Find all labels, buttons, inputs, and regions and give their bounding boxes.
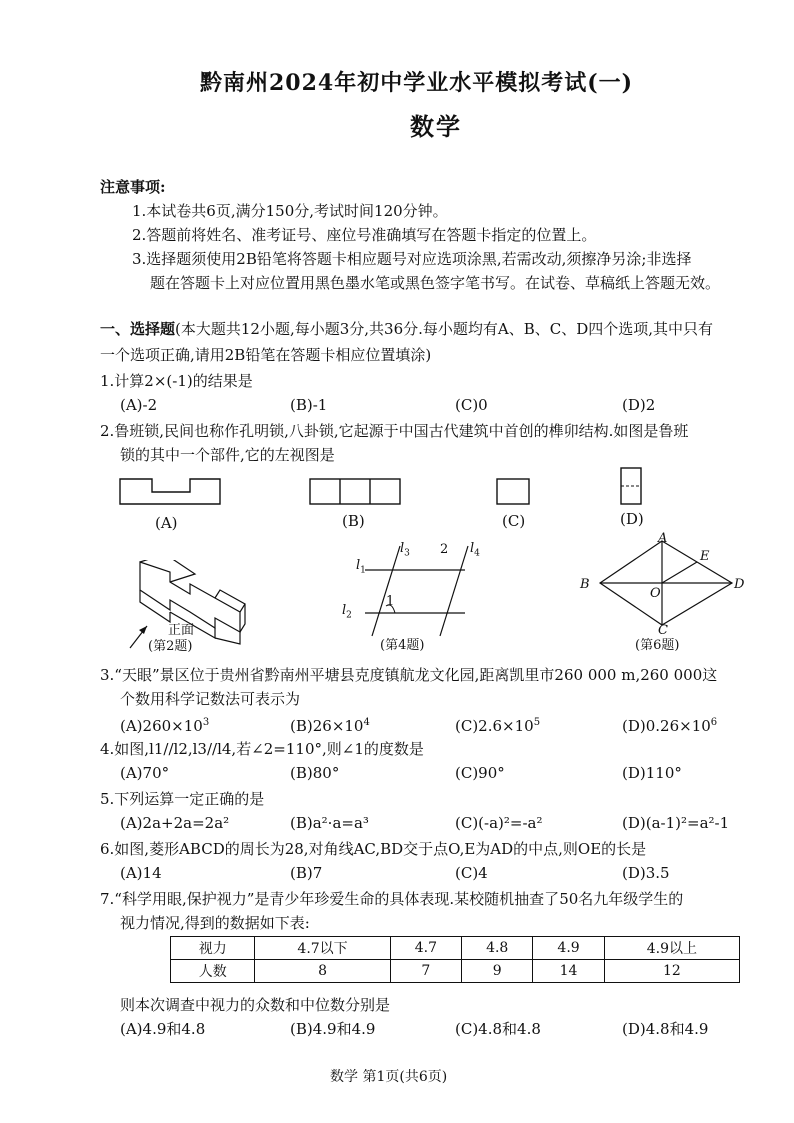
table-row: [171, 960, 740, 983]
q4-figure-caption: (第4题): [380, 638, 425, 653]
q4-label-l4: $l_4$: [470, 541, 480, 559]
q2-option-b-label: (B): [342, 512, 365, 530]
q5-option-a: (A)2a+2a=2a²: [120, 814, 230, 832]
table-cell: 4.7以下: [255, 937, 390, 960]
q4-angle-1-label: 1: [386, 594, 395, 609]
q6-option-b: (B)7: [290, 864, 323, 882]
q2-front-label: 正面: [168, 623, 195, 638]
q6-point-b: B: [580, 577, 590, 592]
q4-angle-2-label: 2: [440, 542, 449, 557]
q2-option-d-label: (D): [620, 510, 644, 528]
q7-stem-line2: 视力情况,得到的数据如下表:: [120, 914, 310, 932]
q4-option-a: (A)70°: [120, 764, 170, 782]
table-cell: 8: [255, 960, 390, 983]
q6-point-d: D: [734, 577, 745, 592]
q6-point-o: O: [650, 586, 661, 601]
q2-stem-line1: 2.鲁班锁,民间也称作孔明锁,八卦锁,它起源于中国古代建筑中首创的榫卯结构.如图是鲁班: [100, 422, 689, 440]
table-cell: 人数: [171, 960, 255, 983]
q4-label-l3: $l_3$: [400, 541, 410, 559]
table-cell: 4.9以上: [604, 937, 739, 960]
q6-stem: 6.如图,菱形ABCD的周长为28,对角线AC,BD交于点O,E为AD的中点,则OE的长是: [100, 840, 647, 858]
q4-stem: 4.如图,l1//l2,l3//l4,若∠2=110°,则∠1的度数是: [100, 740, 424, 758]
q7-question: 则本次调查中视力的众数和中位数分别是: [120, 996, 391, 1014]
q2-stem-line2: 锁的其中一个部件,它的左视图是: [120, 446, 335, 464]
section1-heading: 一、选择题: [100, 320, 176, 338]
q6-point-e: E: [700, 549, 710, 564]
vision-data-table: [170, 936, 740, 983]
section1-line1: (本大题共12小题,每小题3分,共36分.每小题均有A、B、C、D四个选项,其中只有: [175, 320, 714, 338]
q2-option-d-figure: [617, 464, 647, 508]
table-cell: 4.8: [462, 937, 533, 960]
q4-label-l1: $l_1$: [356, 558, 366, 576]
notice-heading: 注意事项:: [100, 178, 166, 196]
q1-option-b: (B)-1: [290, 396, 328, 414]
q6-figure-caption: (第6题): [635, 638, 680, 653]
q2-option-a-label: (A): [155, 514, 178, 532]
q2-option-a-figure: [115, 474, 225, 508]
q2-option-c-label: (C): [502, 512, 526, 530]
q5-option-b: (B)a²·a=a³: [290, 814, 369, 832]
table-header-row: [171, 937, 740, 960]
table-cell: 4.9: [533, 937, 604, 960]
table-cell: 14: [533, 960, 604, 983]
q6-rhombus-figure: [590, 535, 740, 635]
q4-option-b: (B)80°: [290, 764, 340, 782]
q3-option-d: $(D)0.26\times 10^6$: [622, 717, 718, 735]
notice-item-2: 2.答题前将姓名、准考证号、座位号准确填写在答题卡指定的位置上。: [132, 226, 597, 244]
q2-option-b-figure: [305, 474, 405, 508]
table-cell: 视力: [171, 937, 255, 960]
notice-item-1: 1.本试卷共6页,满分150分,考试时间120分钟。: [132, 202, 448, 220]
q3-stem-line2: 个数用科学记数法可表示为: [120, 690, 301, 708]
q1-stem: 1.计算2×(-1)的结果是: [100, 372, 253, 390]
page-footer: 数学 第1页(共6页): [330, 1069, 448, 1085]
q2-figure-caption: (第2题): [148, 639, 193, 654]
table-cell: 9: [462, 960, 533, 983]
q2-option-c-figure: [492, 474, 537, 508]
q3-option-b: $(B)26\times 10^4$: [290, 717, 370, 735]
exam-title: 黔南州2024年初中学业水平模拟考试(一): [200, 70, 634, 96]
q1-option-c: (C)0: [455, 396, 488, 414]
q6-option-a: (A)14: [120, 864, 162, 882]
q6-option-c: (C)4: [455, 864, 488, 882]
section1-intro-line1: [100, 320, 713, 338]
q4-option-d: (D)110°: [622, 764, 682, 782]
q6-point-c: C: [658, 623, 668, 638]
q1-option-d: (D)2: [622, 396, 656, 414]
q7-option-a: (A)4.9和4.8: [120, 1020, 206, 1038]
q3-option-c: $(C)2.6\times 10^5$: [455, 717, 541, 735]
q5-option-d: (D)(a-1)²=a²-1: [622, 814, 730, 832]
notice-item-3-cont: 题在答题卡上对应位置用黑色墨水笔或黑色签字笔书写。在试卷、草稿纸上答题无效。: [150, 274, 721, 292]
q7-option-c: (C)4.8和4.8: [455, 1020, 541, 1038]
q7-option-d: (D)4.8和4.9: [622, 1020, 709, 1038]
notice-item-3: 3.选择题须使用2B铅笔将答题卡相应题号对应选项涂黑,若需改动,须擦净另涂;非选择: [132, 250, 692, 268]
q3-stem-line1: 3.“天眼”景区位于贵州省黔南州平塘县克度镇航龙文化园,距离凯里市260 000 m,260 000这: [100, 666, 718, 684]
q4-option-c: (C)90°: [455, 764, 505, 782]
q7-option-b: (B)4.9和4.9: [290, 1020, 376, 1038]
table-cell: 12: [604, 960, 739, 983]
section1-intro-line2: 一个选项正确,请用2B铅笔在答题卡相应位置填涂): [100, 346, 432, 364]
q7-stem-line1: 7.“科学用眼,保护视力”是青少年珍爱生命的具体表现.某校随机抽查了50名九年级学生的: [100, 890, 684, 908]
q6-point-a: A: [658, 531, 668, 546]
q3-option-a: $(A)260\times 10^3$: [120, 717, 210, 735]
q4-label-l2: $l_2$: [342, 603, 352, 621]
q4-parallel-lines-figure: [340, 538, 480, 638]
q1-option-a: (A)-2: [120, 396, 158, 414]
subject-title: 数学: [410, 112, 462, 141]
q5-stem: 5.下列运算一定正确的是: [100, 790, 265, 808]
q5-option-c: (C)(-a)²=-a²: [455, 814, 543, 832]
table-cell: 4.7: [390, 937, 461, 960]
table-cell: 7: [390, 960, 461, 983]
q6-option-d: (D)3.5: [622, 864, 670, 882]
